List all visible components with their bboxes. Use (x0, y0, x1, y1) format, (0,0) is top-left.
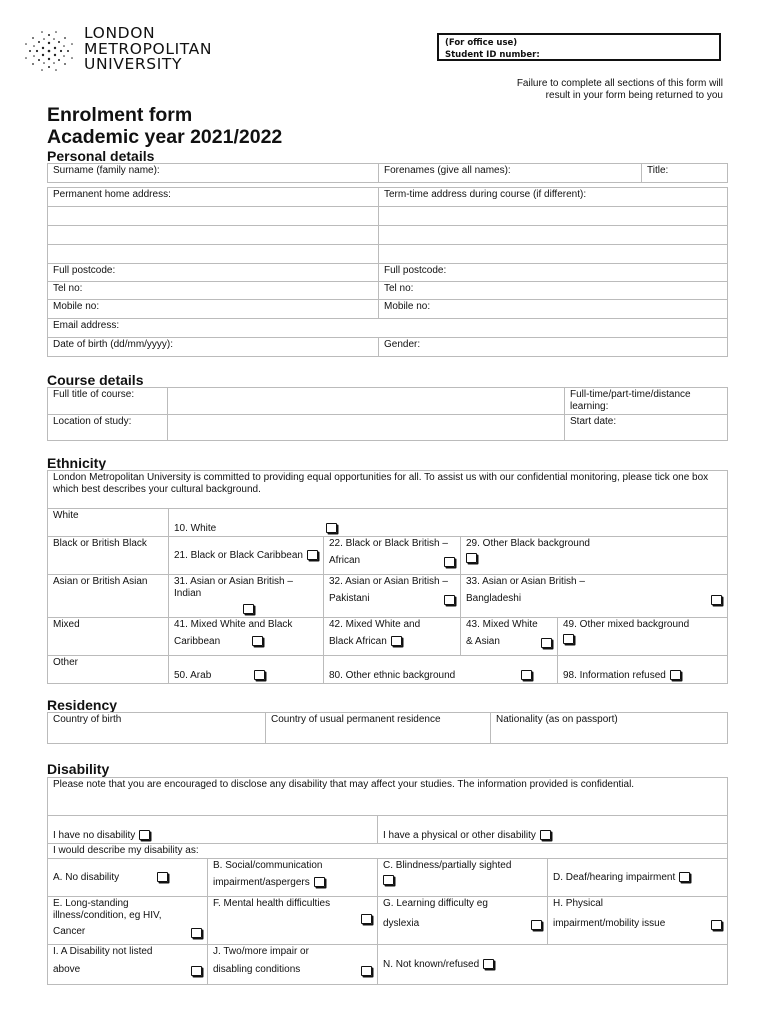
option-i-cont: above (53, 964, 81, 975)
office-use-box (437, 33, 721, 61)
completion-warning (393, 78, 723, 102)
checkbox-c[interactable] (383, 875, 394, 885)
country-of-birth-field[interactable]: Country of birth (48, 713, 266, 744)
checkbox-n[interactable] (483, 959, 494, 969)
checkbox-h[interactable] (711, 920, 722, 930)
option-50: 50. Arab (174, 670, 212, 681)
option-b: B. Social/communication (213, 860, 323, 871)
location-input[interactable] (168, 415, 565, 441)
disability-table (47, 777, 728, 985)
country-of-residence-field[interactable]: Country of usual permanent residence (266, 713, 491, 744)
describe-disability-label: I would describe my disability as: (48, 844, 728, 859)
logo-line: METROPOLITAN (84, 39, 213, 58)
option-22-cont: African (329, 555, 361, 566)
option-j-cont: disabling conditions (213, 964, 301, 975)
student-id-label: Student ID number: (445, 50, 540, 60)
forenames-field[interactable]: Forenames (give all names): (379, 164, 642, 183)
surname-field[interactable]: Surname (family name): (48, 164, 379, 183)
home-address-field[interactable]: Permanent home address: (48, 188, 379, 207)
checkbox-32[interactable] (444, 595, 455, 605)
disability-intro: Please note that you are encouraged to disclose any disability that may affect your studies. The information provided is confidential. (48, 778, 728, 816)
checkbox-33[interactable] (711, 595, 722, 605)
checkbox-f[interactable] (361, 914, 372, 924)
section-heading-ethnicity: Ethnicity (47, 455, 107, 471)
option-g-cont: dyslexia (383, 918, 420, 929)
term-address-line[interactable] (379, 207, 728, 226)
checkbox-29[interactable] (466, 553, 477, 563)
checkbox-j[interactable] (361, 966, 372, 976)
residency-table (47, 712, 728, 744)
checkbox-21[interactable] (307, 550, 318, 560)
option-43: 43. Mixed White (466, 619, 538, 630)
section-heading-course: Course details (47, 372, 144, 388)
home-tel-field[interactable]: Tel no: (48, 282, 379, 300)
no-disability-label: I have no disability (53, 830, 136, 841)
option-f: F. Mental health difficulties (213, 898, 331, 909)
home-address-line[interactable] (48, 207, 379, 226)
logo-line: UNIVERSITY (84, 55, 183, 73)
option-j: J. Two/more impair or (213, 946, 309, 957)
group-asian: Asian or British Asian (48, 575, 169, 618)
term-mobile-field[interactable]: Mobile no: (379, 300, 728, 319)
option-h: H. Physical (553, 898, 604, 909)
checkbox-no-disability[interactable] (139, 830, 150, 840)
home-address-line[interactable] (48, 226, 379, 245)
option-31: 31. Asian or Asian British – Indian (174, 576, 293, 599)
option-h-cont: impairment/mobility issue (553, 918, 666, 929)
checkbox-i[interactable] (191, 966, 202, 976)
checkbox-a[interactable] (157, 872, 168, 882)
group-white: White (48, 509, 169, 537)
study-mode-field[interactable]: Full-time/part-time/distance learning: (565, 388, 728, 415)
checkbox-d[interactable] (679, 872, 690, 882)
form-title (47, 104, 282, 148)
term-tel-field[interactable]: Tel no: (379, 282, 728, 300)
option-32: 32. Asian or Asian British – (329, 576, 448, 587)
course-details-table (47, 387, 728, 441)
option-e: E. Long-standing illness/condition, eg HIV, (53, 898, 162, 921)
ethnicity-table (47, 470, 728, 684)
warning-line: Failure to complete all sections of this form will (516, 78, 723, 89)
checkbox-42[interactable] (391, 636, 402, 646)
option-41-cont: Caribbean (174, 636, 221, 647)
physical-disability-label: I have a physical or other disability (383, 830, 536, 841)
option-43-cont: & Asian (466, 636, 500, 647)
section-heading-personal: Personal details (47, 148, 155, 164)
option-21: 21. Black or Black Caribbean (174, 549, 303, 561)
checkbox-80[interactable] (521, 670, 532, 680)
option-a: A. No disability (53, 871, 120, 883)
checkbox-41[interactable] (252, 636, 263, 646)
office-use-label: (For office use) (445, 38, 518, 48)
option-32-cont: Pakistani (329, 593, 370, 604)
home-mobile-field[interactable]: Mobile no: (48, 300, 379, 319)
form-title-line: Academic year 2021/2022 (47, 126, 283, 148)
dob-field[interactable]: Date of birth (dd/mm/yyyy): (48, 338, 379, 357)
option-n: N. Not known/refused (383, 958, 480, 970)
gender-field[interactable]: Gender: (379, 338, 728, 357)
option-98: 98. Information refused (563, 670, 666, 681)
term-address-line[interactable] (379, 226, 728, 245)
home-address-line[interactable] (48, 245, 379, 264)
term-postcode-field[interactable]: Full postcode: (379, 264, 728, 282)
option-33: 33. Asian or Asian British – (466, 576, 585, 587)
university-logo-icon (22, 28, 76, 74)
warning-line: result in your form being returned to you (545, 90, 723, 101)
option-42-cont: Black African (329, 636, 387, 647)
option-42: 42. Mixed White and (329, 619, 421, 630)
personal-details-table (47, 163, 728, 357)
term-address-field[interactable]: Term-time address during course (if different): (379, 188, 728, 207)
option-i: I. A Disability not listed (53, 946, 153, 957)
option-29: 29. Other Black background (466, 538, 590, 549)
checkbox-31[interactable] (243, 604, 254, 614)
option-c: C. Blindness/partially sighted (383, 860, 512, 871)
checkbox-98[interactable] (670, 670, 681, 680)
email-field[interactable]: Email address: (48, 319, 728, 338)
option-80: 80. Other ethnic background (329, 670, 456, 681)
group-other: Other (48, 656, 169, 684)
checkbox-22[interactable] (444, 557, 455, 567)
checkbox-g[interactable] (531, 920, 542, 930)
group-mixed: Mixed (48, 618, 169, 656)
title-field[interactable]: Title: (642, 164, 728, 183)
option-33-cont: Bangladeshi (466, 593, 522, 604)
start-date-field[interactable]: Start date: (565, 415, 728, 441)
checkbox-physical-disability[interactable] (540, 830, 551, 840)
option-b-cont: impairment/aspergers (213, 877, 310, 888)
checkbox-49[interactable] (563, 634, 574, 644)
option-22: 22. Black or Black British – (329, 538, 448, 549)
nationality-field[interactable]: Nationality (as on passport) (491, 713, 728, 744)
option-e-cont: Cancer (53, 926, 86, 937)
option-49: 49. Other mixed background (563, 619, 690, 630)
option-g: G. Learning difficulty eg (383, 898, 488, 909)
checkbox-50[interactable] (254, 670, 265, 680)
option-41: 41. Mixed White and Black (174, 619, 293, 630)
option-d: D. Deaf/hearing impairment (553, 871, 676, 883)
option-white: 10. White (174, 523, 217, 534)
group-black: Black or British Black (48, 537, 169, 575)
course-title-input[interactable] (168, 388, 565, 415)
checkbox-43[interactable] (541, 638, 552, 648)
logo-wordmark (84, 26, 212, 73)
checkbox-b[interactable] (314, 877, 325, 887)
checkbox-10[interactable] (326, 523, 337, 533)
course-title-label: Full title of course: (48, 388, 168, 415)
checkbox-e[interactable] (191, 928, 202, 938)
form-title-line: Enrolment form (47, 104, 193, 126)
section-heading-disability: Disability (47, 761, 110, 777)
ethnicity-intro: London Metropolitan University is committed to providing equal opportunities for all. To assist us with our confidential monitoring, please tick one box which best describes your cultural background. (48, 471, 728, 509)
home-postcode-field[interactable]: Full postcode: (48, 264, 379, 282)
section-heading-residency: Residency (47, 697, 118, 713)
term-address-line[interactable] (379, 245, 728, 264)
location-label: Location of study: (48, 415, 168, 441)
logo-line: LONDON (84, 24, 156, 42)
